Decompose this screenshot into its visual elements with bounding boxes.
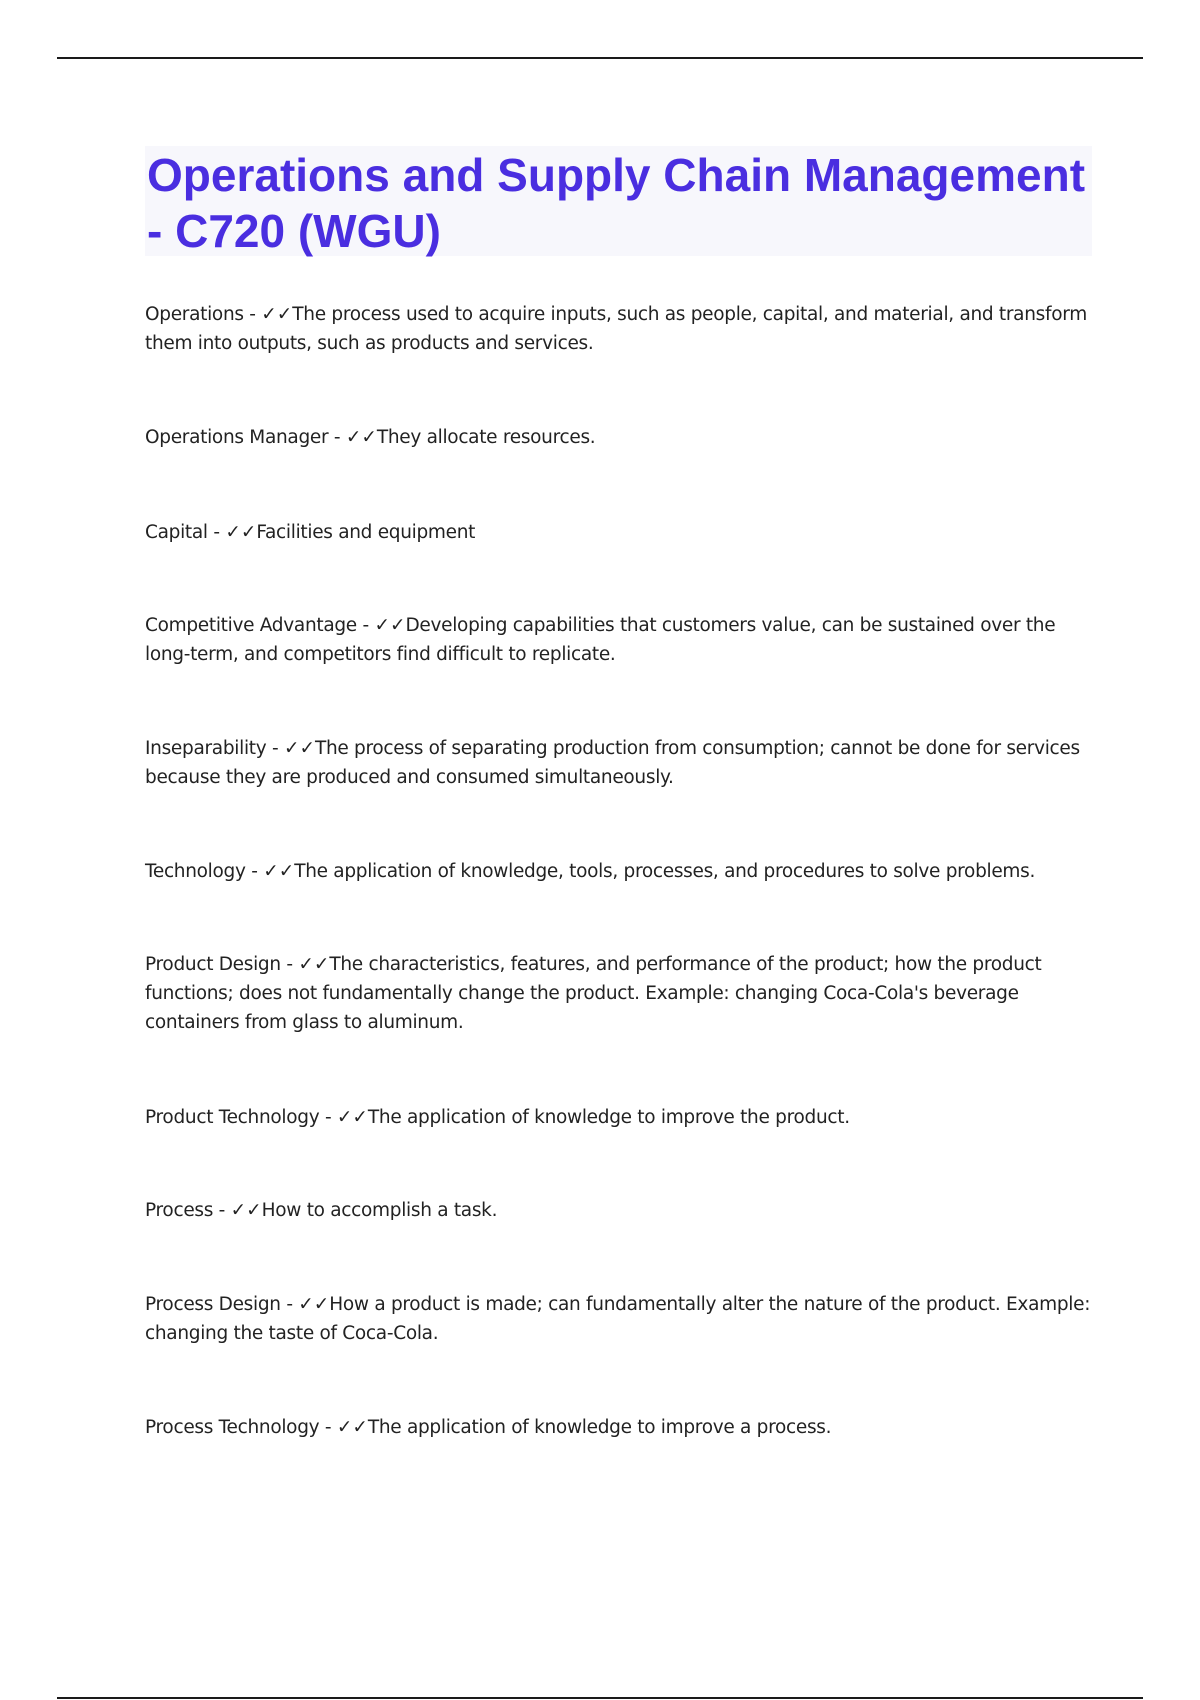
- entry-term: Process: [145, 1200, 214, 1221]
- entry-separator: -: [213, 1200, 231, 1221]
- top-rule: [57, 57, 1143, 59]
- entry-separator: -: [280, 1294, 299, 1315]
- entry-term: Technology: [145, 861, 246, 882]
- entry-definition: The process of separating production from consumption; cannot be done for services because they are produced and consumed simultaneously.: [145, 738, 1080, 788]
- entry-definition: How to accomplish a task.: [261, 1200, 498, 1221]
- entry-term: Inseparability: [145, 738, 267, 759]
- entry-definition: They allocate resources.: [376, 427, 596, 448]
- entry-term: Process Technology: [145, 1417, 320, 1438]
- double-check-icon: ✓✓: [374, 615, 406, 636]
- double-check-icon: ✓✓: [336, 1417, 368, 1438]
- entry-separator: -: [356, 615, 375, 636]
- double-check-icon: ✓✓: [298, 954, 330, 975]
- entry-definition: The application of knowledge, tools, processes, and procedures to solve problems.: [294, 861, 1036, 882]
- entry-separator: -: [245, 861, 264, 882]
- double-check-icon: ✓✓: [261, 304, 293, 325]
- entry-definition: The application of knowledge to improve a process.: [367, 1417, 832, 1438]
- entry-term: Competitive Advantage: [145, 615, 357, 636]
- entry-separator: -: [207, 522, 226, 543]
- entry-definition: How a product is made; can fundamentally alter the nature of the product. Example: changing the taste of Coca-Cola.: [145, 1294, 1091, 1344]
- glossary-entry: [145, 1413, 1105, 1442]
- entry-separator: -: [328, 427, 346, 448]
- entry-definition: The application of knowledge to improve the product.: [367, 1107, 850, 1128]
- document-title: Operations and Supply Chain Management - C720 (WGU): [147, 149, 1086, 257]
- double-check-icon: ✓✓: [283, 738, 315, 759]
- entry-definition: The process used to acquire inputs, such as people, capital, and material, and transform them into outputs, such as products and services.: [145, 304, 1087, 354]
- glossary-entry: [145, 1290, 1105, 1348]
- double-check-icon: ✓✓: [263, 861, 295, 882]
- glossary-entry: [145, 1196, 1105, 1225]
- glossary-entry: [145, 1103, 1105, 1132]
- entry-separator: -: [319, 1107, 337, 1128]
- entry-term: Product Technology: [145, 1107, 320, 1128]
- glossary-entry: [145, 950, 1105, 1037]
- glossary-entry: [145, 518, 1105, 547]
- entry-term: Capital: [145, 522, 208, 543]
- bottom-rule: [57, 1697, 1143, 1699]
- glossary-entry: [145, 734, 1105, 792]
- glossary-entry: [145, 857, 1105, 886]
- double-check-icon: ✓✓: [230, 1200, 262, 1221]
- entry-separator: -: [319, 1417, 337, 1438]
- entry-definition: The characteristics, features, and performance of the product; how the product functions; does not fundamentally change the product. Example: changing Coca-Cola's beverage containers from glass to aluminum.: [145, 954, 1042, 1033]
- entry-term: Operations: [145, 304, 244, 325]
- title-banner: [145, 146, 1092, 256]
- entry-separator: -: [266, 738, 284, 759]
- double-check-icon: ✓✓: [225, 522, 257, 543]
- entry-definition: Facilities and equipment: [256, 522, 476, 543]
- entry-term: Operations Manager: [145, 427, 329, 448]
- entry-definition: Developing capabilities that customers value, can be sustained over the long-term, and competitors find difficult to replicate.: [145, 615, 1056, 665]
- entry-term: Process Design: [145, 1294, 281, 1315]
- entry-separator: -: [243, 304, 262, 325]
- entry-term: Product Design: [145, 954, 281, 975]
- double-check-icon: ✓✓: [336, 1107, 368, 1128]
- entry-separator: -: [280, 954, 299, 975]
- double-check-icon: ✓✓: [298, 1294, 330, 1315]
- glossary-entry: [145, 423, 1105, 452]
- glossary-entry: [145, 300, 1105, 358]
- glossary-entry: [145, 611, 1105, 669]
- double-check-icon: ✓✓: [345, 427, 377, 448]
